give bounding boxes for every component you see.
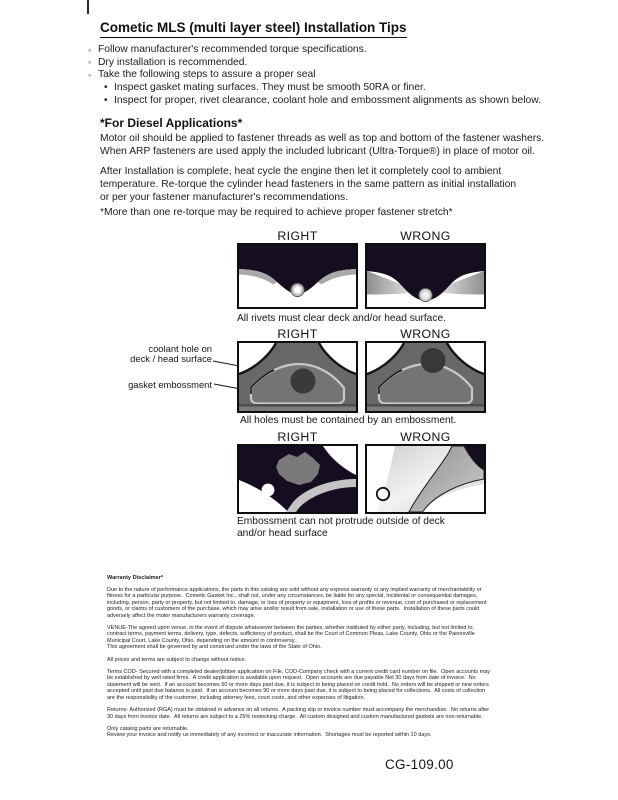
wrong-label: WRONG [400, 229, 451, 243]
bullet-item [88, 57, 558, 70]
bullet-text: Take the following steps to assure a proper seal [98, 69, 316, 81]
terms-paragraph [107, 669, 547, 701]
retorque-note: *More than one re-torque may be required to achieve proper fastener stretch* [100, 207, 453, 218]
right-label: RIGHT [277, 327, 318, 341]
row-caption: All rivets must clear deck and/or head surface. [237, 313, 446, 324]
right-label: RIGHT [277, 229, 318, 243]
page-title: Cometic MLS (multi layer steel) Installation Tips [100, 20, 407, 38]
disclaimer-line: including, person, party or property, but not limited to, damage, or loss of property or equipment, loss of profits or revenue, cost of purchased or replacement [107, 599, 487, 606]
bullet-text: Dry installation is recommended. [98, 56, 248, 68]
wrong-label: WRONG [400, 430, 451, 444]
bullet-item [88, 44, 558, 57]
diesel-applications-heading: *For Diesel Applications* [100, 116, 243, 130]
disclaimer-line: statement will be sent. If an account becomes 60 or more days past due, it is subject to being placed on credit hold. No orders will be shipped or new orders [107, 681, 489, 688]
gasket-embossment-label: gasket embossment [128, 379, 212, 390]
row-caption [237, 516, 445, 539]
embossment-wrong-diagram [365, 444, 486, 514]
wrong-label: WRONG [400, 327, 451, 341]
warranty-disclaimer [107, 575, 547, 745]
diesel-paragraph-oil [100, 133, 560, 159]
coolant-hole-label [95, 344, 212, 364]
paragraph-line: temperature. Re-torque the cylinder head fasteners in the same pattern as initial installation [100, 178, 517, 190]
disclaimer-line: Review your invoice and notify us immediately of any incorrect or inaccurate information. Shortages must be reported within 10 days. [107, 732, 432, 739]
coolant-hole-right-diagram [237, 341, 358, 413]
diesel-paragraph-retorque [100, 166, 560, 205]
label-line: deck / head surface [130, 353, 212, 364]
catalog-parts-paragraph [107, 726, 547, 739]
disclaimer-line: Only catalog parts are returnable. [107, 725, 189, 732]
warranty-paragraph [107, 587, 547, 619]
rivet-wrong-diagram [365, 243, 486, 309]
disclaimer-line: contract terms, payment terms, delivery, type, defects, sufficiency of product, shall be the Court of Common Pleas, Lake County, Ohio or the Painesville [107, 631, 475, 638]
disclaimer-line: be established by well rated firms. A credit application is available upon request. Open accounts are due payable Net 30 days from date of invoice. No [107, 675, 476, 682]
prices-paragraph [107, 657, 547, 663]
paragraph-line: When ARP fasteners are used apply the included lubricant (Ultra-Torque®) in place of motor oil. [100, 145, 535, 157]
warranty-heading: Warranty Disclaimer* [107, 575, 164, 581]
row-caption: All holes must be contained by an embossment. [240, 415, 457, 426]
disclaimer-line: adversely affect the motor manufacturers warranty coverage. [107, 612, 256, 619]
disclaimer-line: Terms COD- Secured with a completed dealer/jobber application on File, COD-Company check with a current credit card number on file. Open accounts may [107, 669, 491, 676]
paragraph-line: Motor oil should be applied to fastener threads as well as top and bottom of the fastener washers. [100, 133, 545, 144]
disclaimer-line: Returns- Authorized (RGA) must be obtained in advance on all returns. A packing slip or invoice number must accompany the merchandise. No returns after [107, 707, 490, 714]
embossment-right-diagram [237, 444, 358, 514]
disclaimer-line: Municipal Court, Lake County, Ohio, depending on the amount in controversy. [107, 637, 296, 644]
sub-bullet-item [88, 95, 558, 108]
right-label: RIGHT [277, 430, 318, 444]
disclaimer-line: VENUE-The agreed upon venue, in the event of dispute whatsoever between the parties, whether instituted by either party, including, but not limited to, [107, 625, 475, 632]
disclaimer-line: accepted until past due balance is paid. If an account becomes 90 or more days past due, it is subject to being placed for collections. All costs of collection [107, 688, 486, 695]
bullet-item [88, 69, 558, 82]
disclaimer-line: This agreement shall be governed by and construed under the laws of the State of Ohio. [107, 644, 322, 651]
caption-line: Embossment can not protrude outside of deck [237, 516, 445, 527]
bullet-text: Inspect for proper, rivet clearance, coolant hole and embossment alignments as shown below. [114, 94, 541, 106]
venue-paragraph [107, 625, 547, 651]
disclaimer-line: are the responsibility of the customer, including attorney fees, court costs, and other expenses of litigation. [107, 694, 366, 701]
tips-list [88, 44, 558, 108]
sub-bullet-item [88, 82, 558, 95]
disclaimer-line: All prices and terms are subject to change without notice. [107, 656, 247, 663]
disclaimer-line: 30 days from invoice date. All returns are subject to a 25% restocking charge. All custom designed and custom manufactured gaskets are non-returnable. [107, 713, 483, 720]
caption-line: and/or head surface [237, 527, 328, 539]
returns-paragraph [107, 707, 547, 720]
crop-mark [87, 0, 89, 14]
label-line: coolant hole on [148, 343, 212, 354]
paragraph-line: After Installation is complete, heat cycle the engine then let it completely cool to ambient [100, 166, 502, 177]
paragraph-line: or per your fastener manufacturer's recommendations. [100, 191, 349, 203]
bullet-text: Inspect gasket mating surfaces. They must be smooth 50RA or finer. [114, 82, 426, 94]
disclaimer-line: Due to the nature of performance applications, the parts in this catalog are sold without any express warranty or any implied warranty of merchantability or [107, 587, 482, 593]
disclaimer-line: goods, or claims of customers of the purchase, which may arise and/or result from sale, installation or use of these parts. Installation of these parts could [107, 606, 480, 613]
bullet-text: Follow manufacturer's recommended torque specifications. [98, 44, 367, 55]
page-code: CG-109.00 [385, 757, 454, 772]
coolant-hole-wrong-diagram [365, 341, 486, 413]
rivet-right-diagram [237, 243, 358, 309]
disclaimer-line: fitness for a particular purpose. Cometic Gasket Inc., shall not, under any circumstances, be liable for any special, incidental or consequential damages, [107, 593, 478, 600]
